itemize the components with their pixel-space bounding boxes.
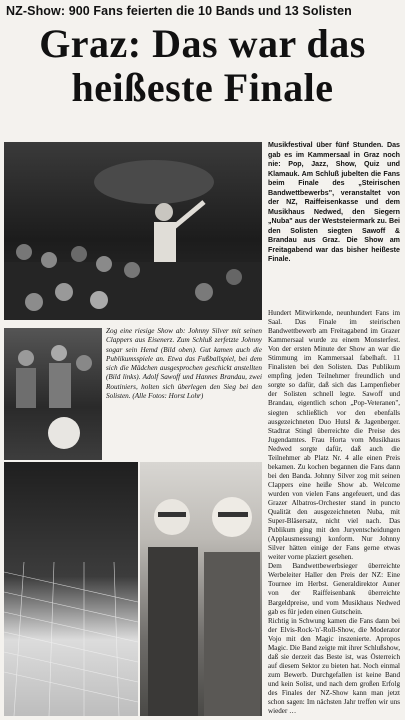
body-paragraph-2: Dem Bandwettbewerbsieger überreichte Werbeleiter Haller den Preis der NZ: Eine Tournee im Herbst. Generaldirektor Auner von der Raiffeisenbank überreichte Bargeldpreise, und vom Musikhaus Nedwed gab es für jeden einen Gutschein. <box>268 562 400 616</box>
winners-portrait-photo <box>140 462 262 716</box>
kicker-line: NZ-Show: 900 Fans feierten die 10 Bands und 13 Solisten <box>6 4 352 18</box>
headline <box>0 22 405 110</box>
football-game-photo-art <box>4 328 102 460</box>
photo-caption: Zog eine riesige Show ab: Johnny Silver mit seinen Clappers aus Eisenerz. Zum Schluß zerfetzte Johnny sogar sein Hemd (Bild oben). Gut kamen auch die Publikumsspiele an. Etwa das Fußballspiel, bei dem sich die Mädchen ausgesprochen geschickt anstellten (Bild links). Adolf Sawoff und Hannes Brandau, zwei Routiniers, holten sich überlegen den Sieg bei den Solisten. (Alle Fotos: Horst Lohr) <box>106 327 262 401</box>
winners-portrait-photo-art <box>140 462 262 716</box>
body-paragraph-1: Hundert Mitwirkende, neunhundert Fans im Saal. Das Finale im steirischen Bandwettbewerb am Freitagabend im Grazer Kammersaal wurde zu einem Monsterfest. Von der ersten Minute der Show an war die Stimmung im Kammersaal fabelhaft. 11 Finalisten bei den Solisten. Das Publikum empfing jeden Teilnehmer freundlich und sorgte so dafür, daß sich das Lampenfieber der Solisten schnell legte. Sawoff und Brandau, eigentlich schon „Pop-Veteranen", siegten schließlich vor den ebenfalls ausgezeichneten Duo Hutsl & Jagenberger. Stadtrat Stingl überreichte die Preise des Jugendamtes. Frau Horta vom Musikhaus Nedwed sorgte dafür, daß auch die Teilnehmer ab Platz Nr. 4 alle einen Preis bekamen. Zu kochen begannen die Fans dann bei den Banda. Johnny Silver zog mit seinen Clappers eine heiße Show ab. Welcome wurden von vielen Fans angefeuert, und das Grazer Albatros-Orchester stand in puncto Qualität den ausgezeichneten Nuba, mit Super-Bläsersatz, nicht viel nach. Das Publikum ging mit den Juryentscheidungen (Applausmessung) konform. Nur Johnny Silver hätten einige der Fans gerne etwas weiter vorne plaziert gesehen. <box>268 309 400 562</box>
article-body <box>268 309 400 716</box>
football-game-photo <box>4 328 102 460</box>
goal-net-photo-art <box>4 462 138 716</box>
headline-line-1: Graz: Das war das <box>39 21 366 66</box>
concert-photo <box>4 142 262 320</box>
goal-net-photo <box>4 462 138 716</box>
concert-photo-art <box>4 142 262 320</box>
headline-line-2: heißeste Finale <box>71 65 334 110</box>
body-paragraph-3: Richtig in Schwung kamen die Fans dann bei der Elvis-Rock-'n'-Roll-Show, die Moderator Vojo mit den Magic inszenierte. Apropos Magic. Die Band zeigte mit ihrer Schlußshow, daß sie derzeit das Beste ist, was Österreich auf diesem Sektor zu bieten hat. Noch einmal zum Bewerb. Durchgefallen ist keine Band und kein Solist, und nach dem großen Erfolg des Finales der NZ-Show kann man jetzt schon sagen: Im nächsten Jahr treffen wir uns wieder … <box>268 616 400 716</box>
lead-paragraph: Musikfestival über fünf Stunden. Das gab es im Kammersaal in Graz noch nie: Pop, Jazz, Show, Quiz und Klamauk. Am Schluß jubelten die Fans beim Finale des „Steirischen Bandwettbewerbs", veranstaltet von der NZ, Raiffeisenkasse und dem Musikhaus Nedwed, den Siegern „Nuba" aus der Weststeiermark zu. Bei den Solisten siegten Sawoff & Brandau aus Graz. Die Show am Freitagabend war das bisher heißeste Finale. <box>268 141 400 263</box>
